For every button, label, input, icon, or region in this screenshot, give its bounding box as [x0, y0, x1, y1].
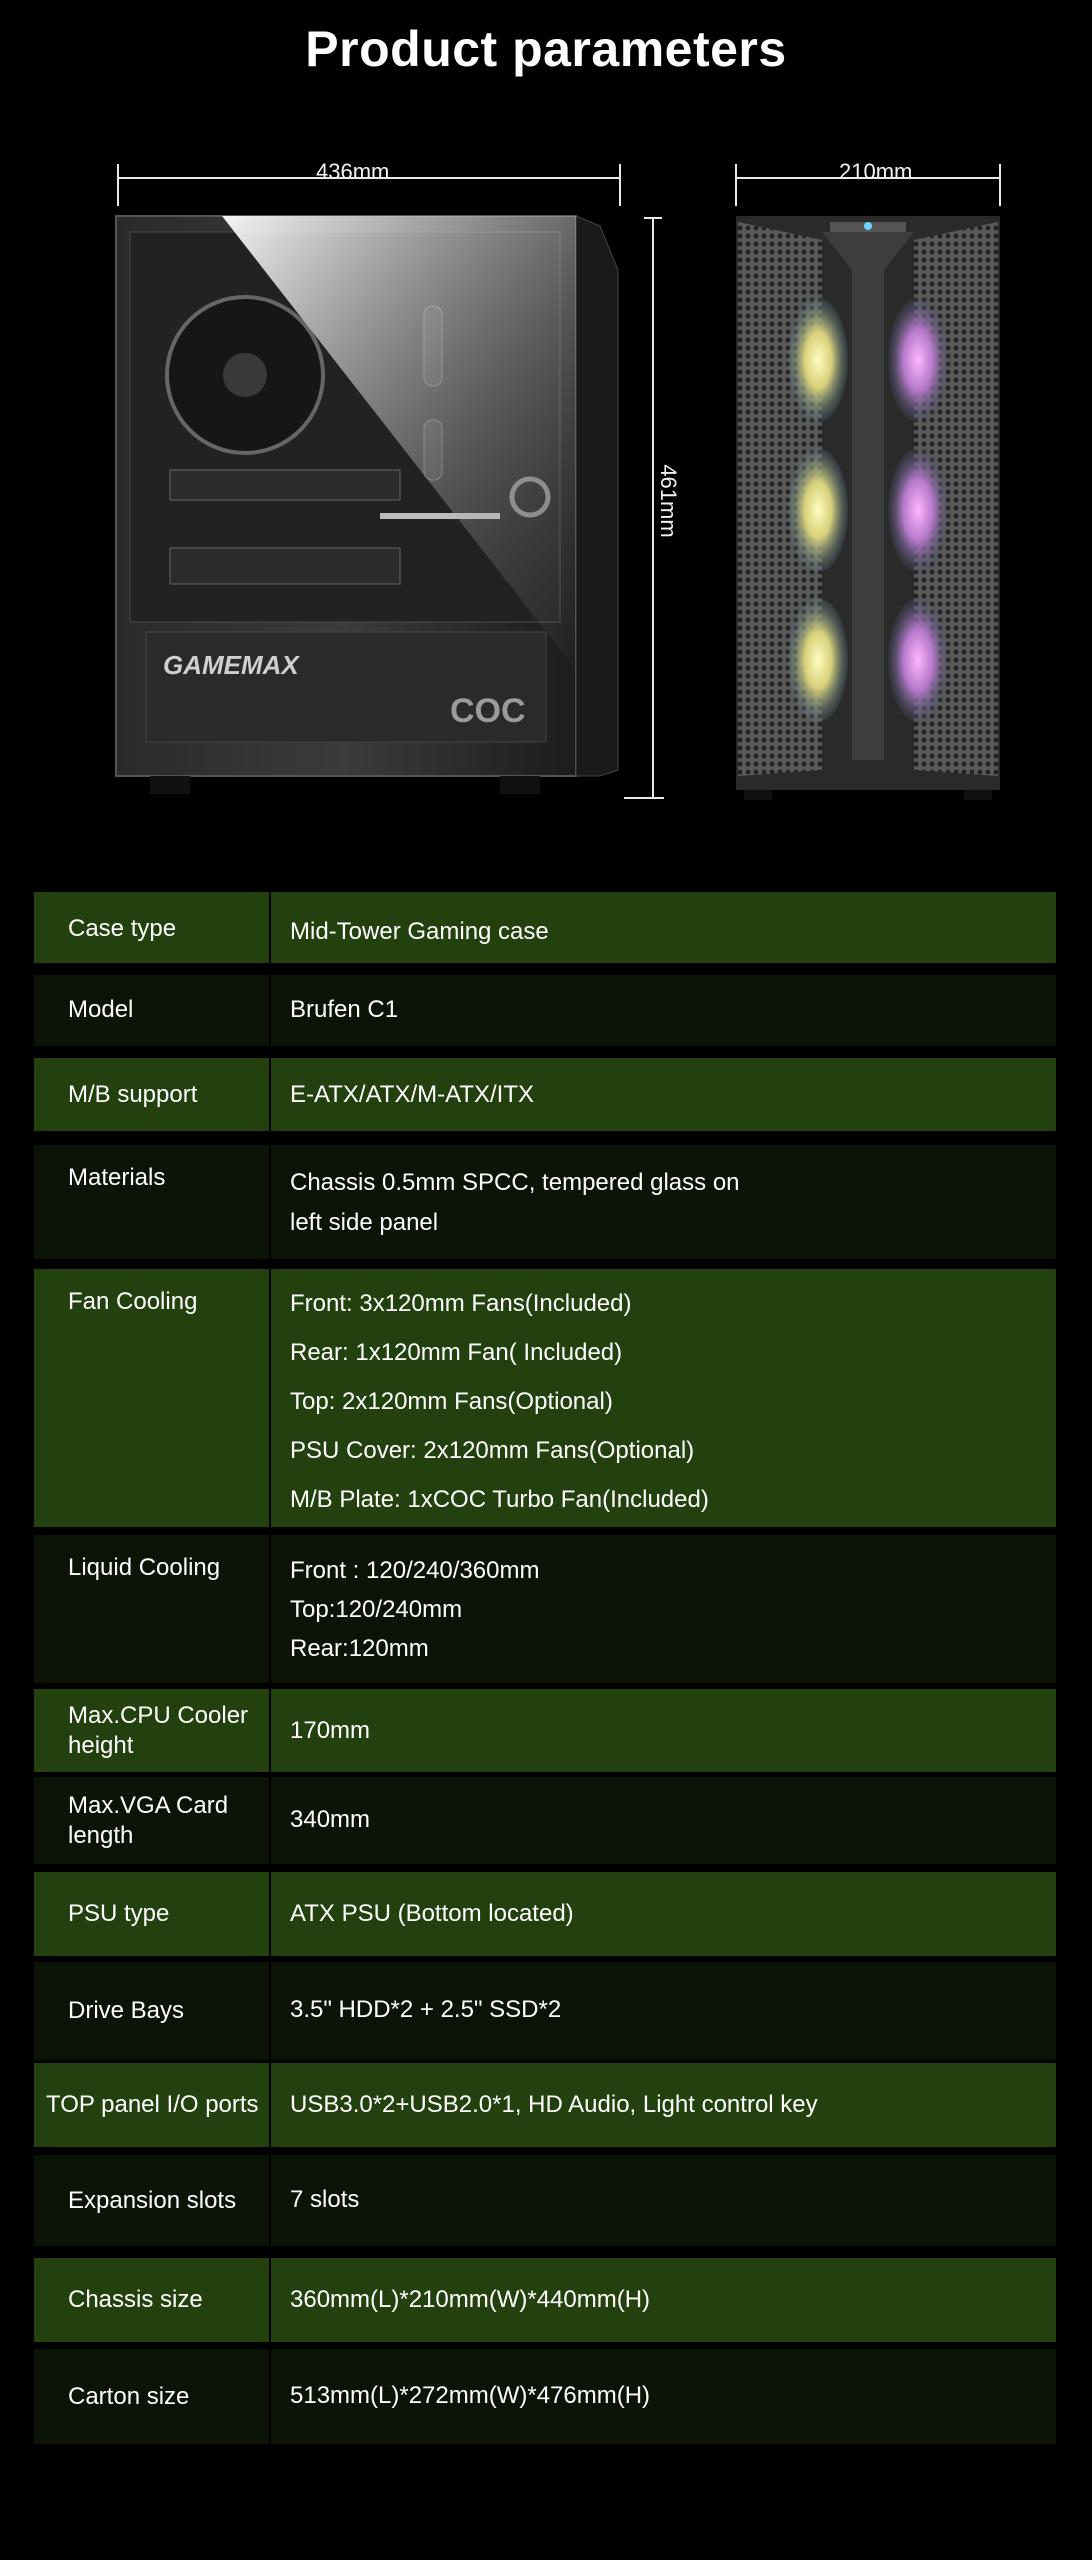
- spec-value-line: 170mm: [290, 1717, 371, 1744]
- spec-row-fan-cooling: [34, 1269, 1056, 1527]
- spec-label: TOP panel I/O ports: [34, 2063, 271, 2147]
- brand-logo: GAMEMAX: [163, 650, 299, 680]
- spec-value-line: Rear: 1x120mm Fan( Included): [290, 1339, 623, 1366]
- product-figure: [0, 0, 1092, 860]
- spec-row-vga-card: [34, 1777, 1056, 1864]
- spec-row-io-ports: [34, 2063, 1056, 2147]
- spec-value-line: 340mm: [290, 1806, 371, 1833]
- spec-value: [271, 1058, 1056, 1131]
- spec-label: Fan Cooling: [34, 1269, 271, 1527]
- case-front-view: [736, 216, 1000, 800]
- spec-value-line: M/B Plate: 1xCOC Turbo Fan(Included): [290, 1486, 709, 1513]
- page-title: Product parameters: [305, 21, 787, 77]
- spec-value: [271, 1777, 1056, 1864]
- spec-value-line: Rear:120mm: [290, 1635, 429, 1662]
- spec-label: Max.CPU Cooler height: [34, 1689, 271, 1772]
- spec-label: Materials: [34, 1145, 271, 1259]
- spec-label: Drive Bays: [34, 1962, 271, 2060]
- spec-value-line: Top: 2x120mm Fans(Optional): [290, 1388, 613, 1415]
- spec-value: [271, 2063, 1056, 2147]
- spec-value: [271, 1145, 1056, 1259]
- spec-label: Carton size: [34, 2349, 271, 2444]
- case-side-view: [116, 216, 618, 794]
- spec-row-carton-size: [34, 2349, 1056, 2444]
- spec-label: Model: [34, 975, 271, 1046]
- spec-row-liquid-cooling: [34, 1535, 1056, 1683]
- spec-label: M/B support: [34, 1058, 271, 1131]
- spec-label: Case type: [34, 892, 271, 963]
- spec-value: [271, 2258, 1056, 2342]
- depth-label: 210mm: [839, 159, 913, 184]
- spec-label: Chassis size: [34, 2258, 271, 2342]
- spec-row-expansion-slots: [34, 2155, 1056, 2246]
- height-label: 461mm: [656, 464, 681, 538]
- spec-value: [271, 975, 1056, 1046]
- spec-value-line: 360mm(L)*210mm(W)*440mm(H): [290, 2286, 651, 2313]
- spec-value-line: USB3.0*2+USB2.0*1, HD Audio, Light control key: [290, 2091, 818, 2118]
- spec-value: [271, 892, 1056, 963]
- spec-value-line: left side panel: [290, 1209, 439, 1236]
- coc-logo: COC: [450, 692, 526, 730]
- spec-value-line: 513mm(L)*272mm(W)*476mm(H): [290, 2382, 651, 2409]
- spec-label: PSU type: [34, 1872, 271, 1956]
- spec-value-line: Brufen C1: [290, 996, 399, 1023]
- spec-value: [271, 1535, 1056, 1683]
- spec-value-line: Front : 120/240/360mm: [290, 1557, 540, 1584]
- spec-label: Max.VGA Card length: [34, 1777, 271, 1864]
- spec-value-line: Front: 3x120mm Fans(Included): [290, 1290, 632, 1317]
- spec-row-case-type: [34, 892, 1056, 963]
- spec-value-line: 7 slots: [290, 2186, 360, 2213]
- spec-row-chassis-size: [34, 2258, 1056, 2342]
- spec-row-psu-type: [34, 1872, 1056, 1956]
- spec-value: [271, 1872, 1056, 1956]
- spec-row-model: [34, 975, 1056, 1046]
- spec-row-materials: [34, 1145, 1056, 1259]
- spec-value-line: ATX PSU (Bottom located): [290, 1900, 574, 1927]
- spec-value-line: PSU Cover: 2x120mm Fans(Optional): [290, 1437, 695, 1464]
- spec-row-mb-support: [34, 1058, 1056, 1131]
- spec-value-line: Chassis 0.5mm SPCC, tempered glass on: [290, 1169, 740, 1196]
- spec-row-cpu-cooler: [34, 1689, 1056, 1772]
- spec-value-line: 3.5" HDD*2 + 2.5" SSD*2: [290, 1996, 562, 2023]
- spec-value: [271, 2349, 1056, 2444]
- spec-value-line: E-ATX/ATX/M-ATX/ITX: [290, 1081, 535, 1108]
- spec-label: Liquid Cooling: [34, 1535, 271, 1683]
- width-label: 436mm: [316, 159, 390, 184]
- spec-value-line: Mid-Tower Gaming case: [290, 918, 549, 945]
- spec-value: [271, 2155, 1056, 2246]
- spec-row-drive-bays: [34, 1962, 1056, 2060]
- spec-value-line: Top:120/240mm: [290, 1596, 463, 1623]
- spec-value: [271, 1689, 1056, 1772]
- spec-label: Expansion slots: [34, 2155, 271, 2246]
- spec-value: [271, 1962, 1056, 2060]
- spec-value: [271, 1269, 1056, 1527]
